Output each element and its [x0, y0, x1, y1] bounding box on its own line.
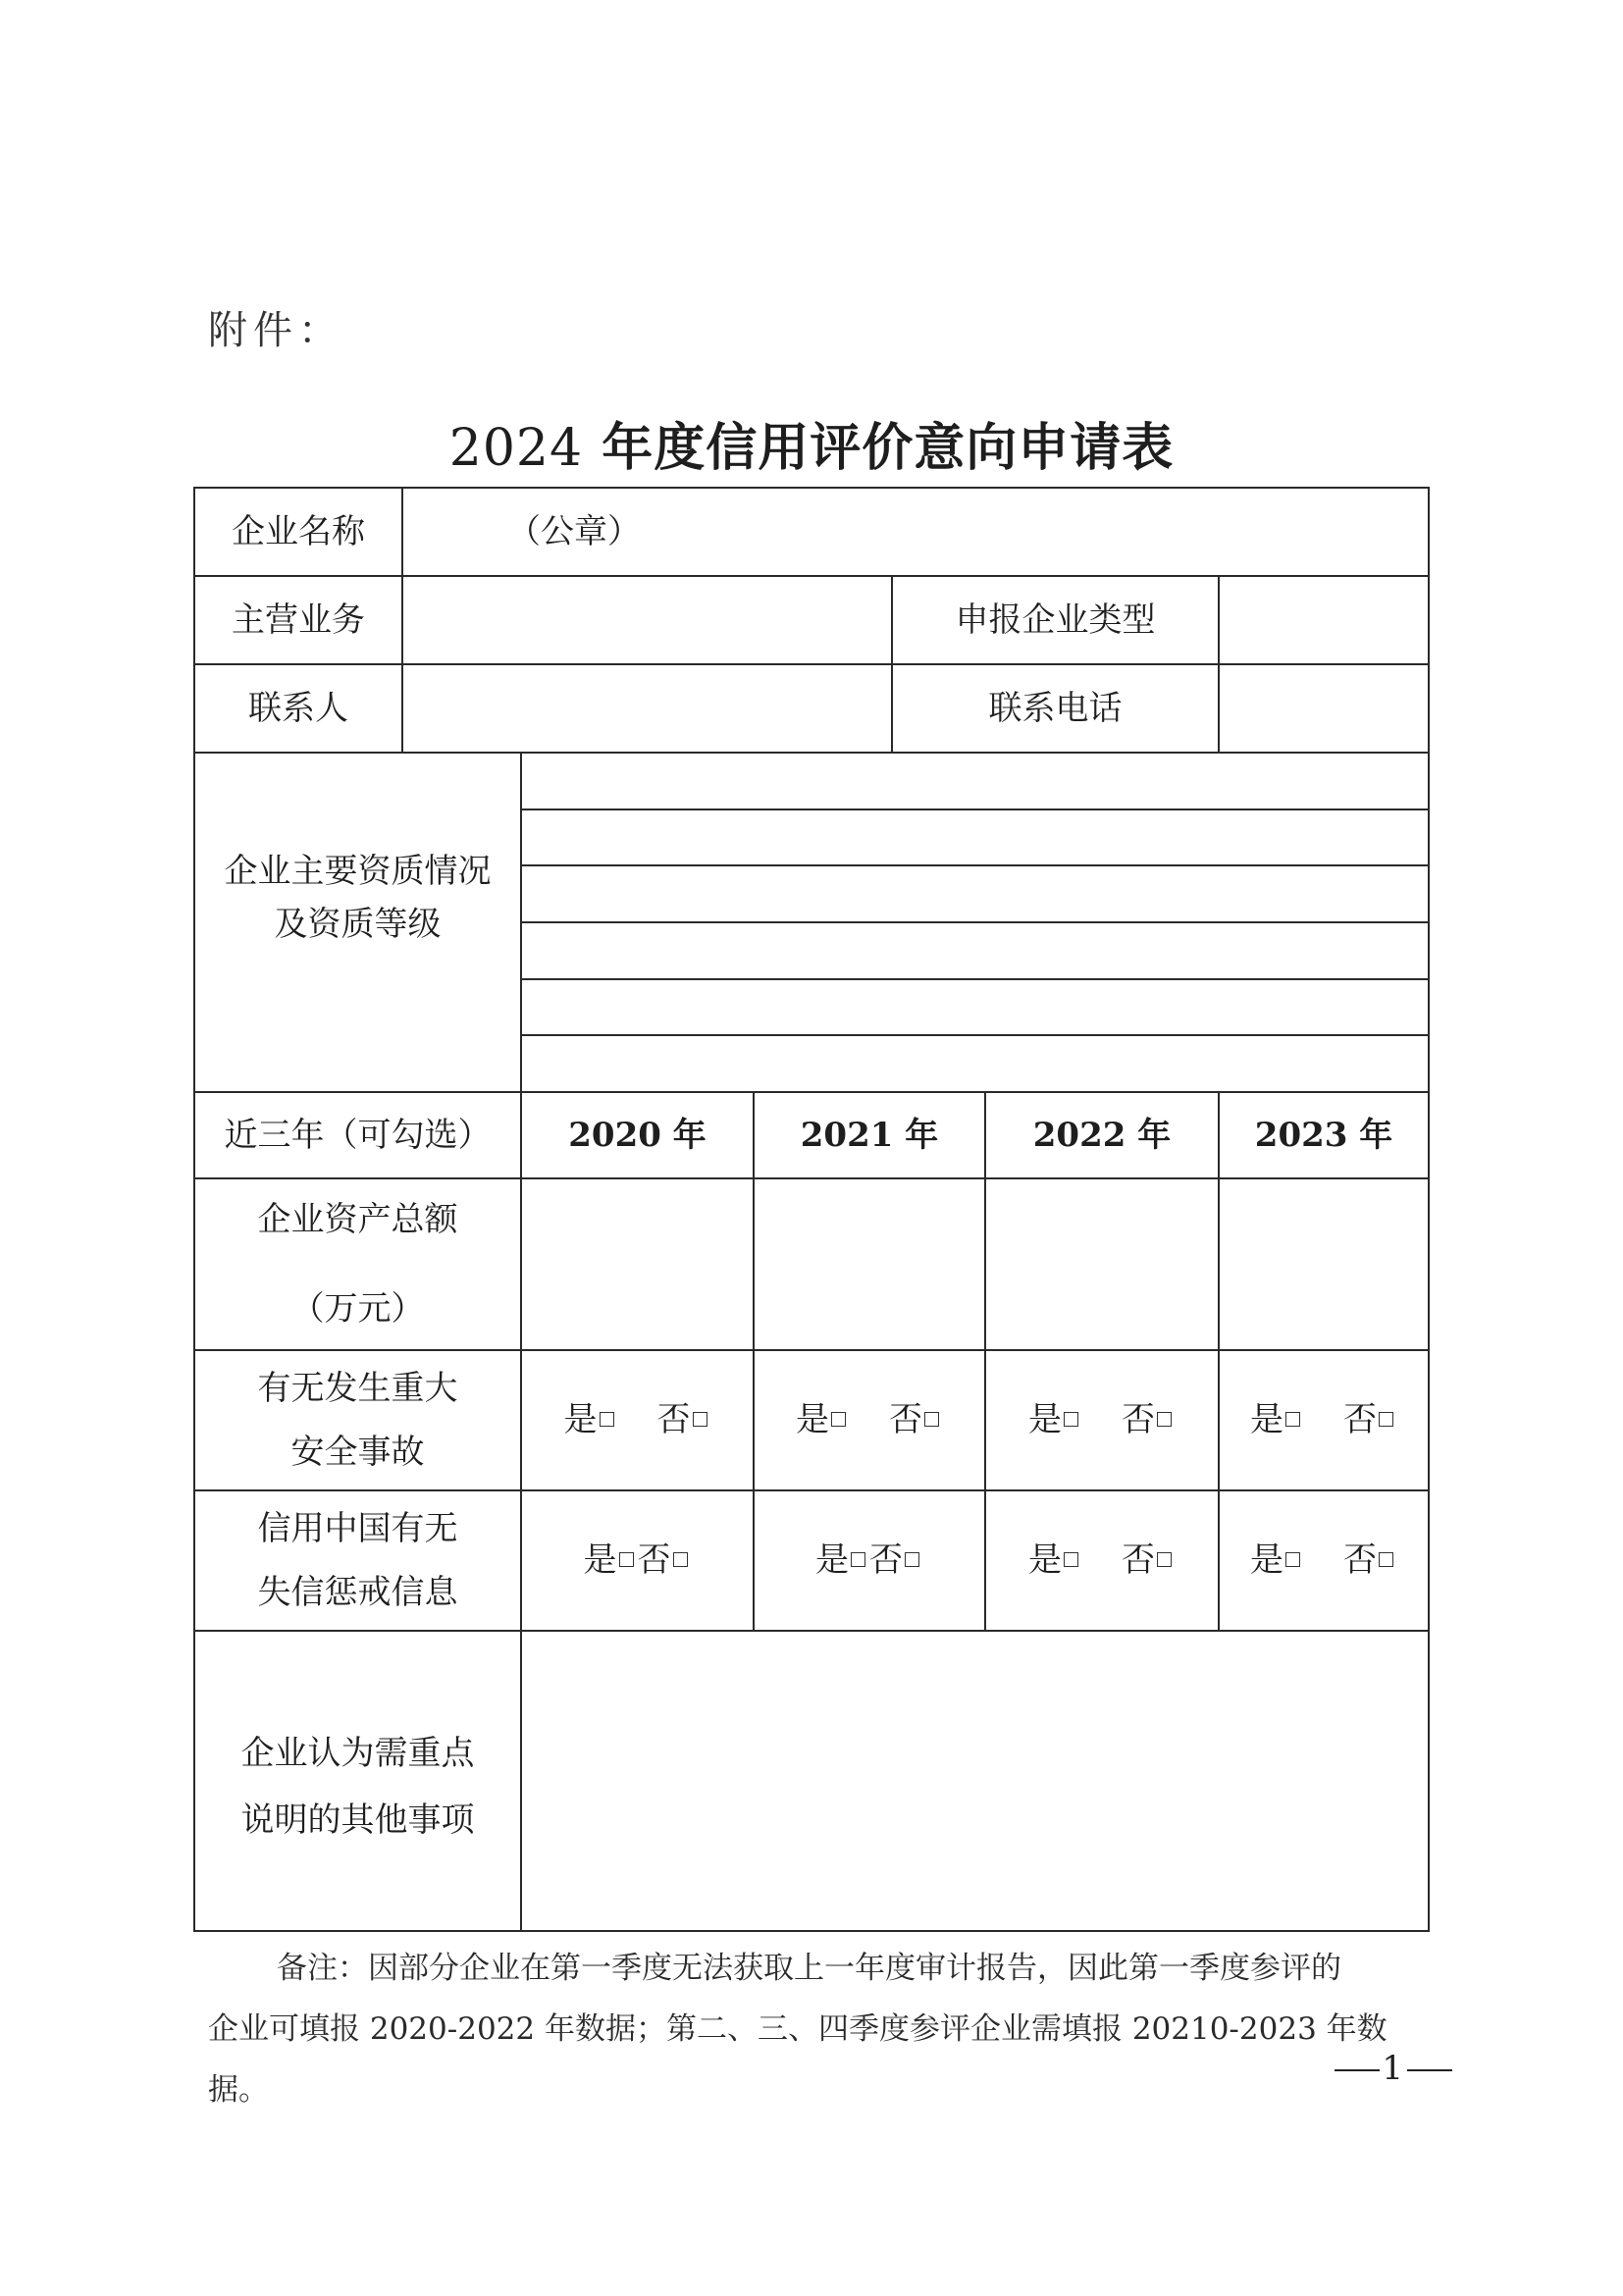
other-matters-label: [194, 1631, 521, 1931]
yes-checkbox[interactable]: [1064, 1412, 1078, 1427]
qualification-line[interactable]: [522, 923, 1428, 980]
title-year: 2024: [448, 419, 584, 478]
company-name-label: 企业名称: [194, 488, 402, 576]
accident-2021: [754, 1350, 985, 1490]
company-type-field[interactable]: [1219, 576, 1429, 664]
contact-person-field[interactable]: [402, 664, 892, 753]
credit-label-line1: 信用中国有无: [257, 1509, 458, 1549]
yes-checkbox[interactable]: [1285, 1552, 1300, 1567]
official-seal-note: （公章）: [507, 511, 641, 551]
assets-2021-field[interactable]: [754, 1178, 985, 1350]
assets-label-line2: （万元）: [290, 1288, 425, 1329]
no-label: 否: [1122, 1400, 1155, 1440]
yes-checkbox[interactable]: [831, 1412, 846, 1427]
years-label: 近三年（可勾选）: [194, 1092, 521, 1178]
yes-checkbox[interactable]: [619, 1552, 634, 1567]
qualification-label-line2: 及资质等级: [274, 905, 442, 944]
yes-checkbox[interactable]: [600, 1412, 614, 1427]
no-checkbox[interactable]: [924, 1412, 939, 1427]
credit-label: [194, 1490, 521, 1631]
credit-2021: [754, 1490, 985, 1631]
qualification-label: [194, 753, 521, 1092]
credit-2022: [985, 1490, 1219, 1631]
assets-label: [194, 1178, 521, 1350]
application-form: [193, 487, 1430, 1932]
qualification-label-line1: 企业主要资质情况: [224, 851, 492, 891]
qualification-line[interactable]: [522, 866, 1428, 923]
qualification-line[interactable]: [522, 754, 1428, 810]
accident-2020: [521, 1350, 754, 1490]
other-matters-label-line2: 说明的其他事项: [240, 1800, 475, 1840]
yes-label: 是: [583, 1540, 617, 1581]
qualification-line[interactable]: [522, 980, 1428, 1037]
page-number: [1333, 2049, 1454, 2088]
assets-2020-field[interactable]: [521, 1178, 754, 1350]
remarks-line2: 企业可填报 2020-2022 年数据；第二、三、四季度参评企业需填报 20210-2023 年数据。: [208, 2011, 1387, 2108]
main-business-label: 主营业务: [194, 576, 402, 664]
year-header-2021: 2021 年: [754, 1092, 985, 1178]
accident-2023: [1219, 1350, 1429, 1490]
contact-person-label: 联系人: [194, 664, 402, 753]
qualification-line[interactable]: [522, 810, 1428, 867]
remarks-line1: 备注：因部分企业在第一季度无法获取上一年度审计报告，因此第一季度参评的: [277, 1951, 1341, 1986]
no-label: 否: [889, 1400, 922, 1440]
year-header-2022: 2022 年: [985, 1092, 1219, 1178]
no-checkbox[interactable]: [1379, 1412, 1393, 1427]
attachment-label: 附件：: [208, 308, 343, 353]
no-checkbox[interactable]: [693, 1412, 707, 1427]
yes-label: 是: [796, 1400, 829, 1440]
main-business-field[interactable]: [402, 576, 892, 664]
yes-checkbox[interactable]: [1064, 1552, 1078, 1567]
no-label: 否: [1122, 1540, 1155, 1581]
yes-label: 是: [1028, 1540, 1062, 1581]
qualification-line[interactable]: [522, 1036, 1428, 1091]
yes-checkbox[interactable]: [1285, 1412, 1300, 1427]
no-label: 否: [1343, 1400, 1378, 1440]
assets-label-line1: 企业资产总额: [257, 1200, 458, 1240]
other-matters-field[interactable]: [521, 1631, 1429, 1931]
company-name-field[interactable]: [402, 488, 1429, 576]
no-checkbox[interactable]: [1157, 1412, 1172, 1427]
company-type-label: 申报企业类型: [892, 576, 1219, 664]
credit-2023: [1219, 1490, 1429, 1631]
accident-label-line1: 有无发生重大: [257, 1369, 458, 1409]
page-number-value: 1: [1382, 2049, 1405, 2088]
yes-label: 是: [1028, 1400, 1062, 1440]
yes-label: 是: [1250, 1540, 1284, 1581]
accident-label-line2: 安全事故: [290, 1432, 425, 1472]
accident-2022: [985, 1350, 1219, 1490]
accident-label: [194, 1350, 521, 1490]
other-matters-label-line1: 企业认为需重点: [240, 1733, 475, 1773]
assets-2023-field[interactable]: [1219, 1178, 1429, 1350]
year-header-2020: 2020 年: [521, 1092, 754, 1178]
no-label: 否: [637, 1540, 671, 1581]
contact-phone-field[interactable]: [1219, 664, 1429, 753]
remarks: [208, 1938, 1435, 2120]
credit-2020: [521, 1490, 754, 1631]
yes-label: 是: [1250, 1400, 1284, 1440]
no-checkbox[interactable]: [1157, 1552, 1172, 1567]
assets-2022-field[interactable]: [985, 1178, 1219, 1350]
contact-phone-label: 联系电话: [892, 664, 1219, 753]
page-title: [0, 406, 1623, 480]
yes-label: 是: [563, 1400, 598, 1440]
qualification-lines: [521, 753, 1429, 1092]
no-checkbox[interactable]: [1379, 1552, 1393, 1567]
no-checkbox[interactable]: [673, 1552, 688, 1567]
no-checkbox[interactable]: [905, 1552, 919, 1567]
no-label: 否: [1343, 1540, 1378, 1581]
yes-label: 是: [815, 1540, 849, 1581]
title-text: 年度信用评价意向申请表: [602, 418, 1175, 478]
no-label: 否: [869, 1540, 903, 1581]
year-header-2023: 2023 年: [1219, 1092, 1429, 1178]
credit-label-line2: 失信惩戒信息: [257, 1572, 458, 1612]
yes-checkbox[interactable]: [851, 1552, 865, 1567]
no-label: 否: [656, 1400, 691, 1440]
